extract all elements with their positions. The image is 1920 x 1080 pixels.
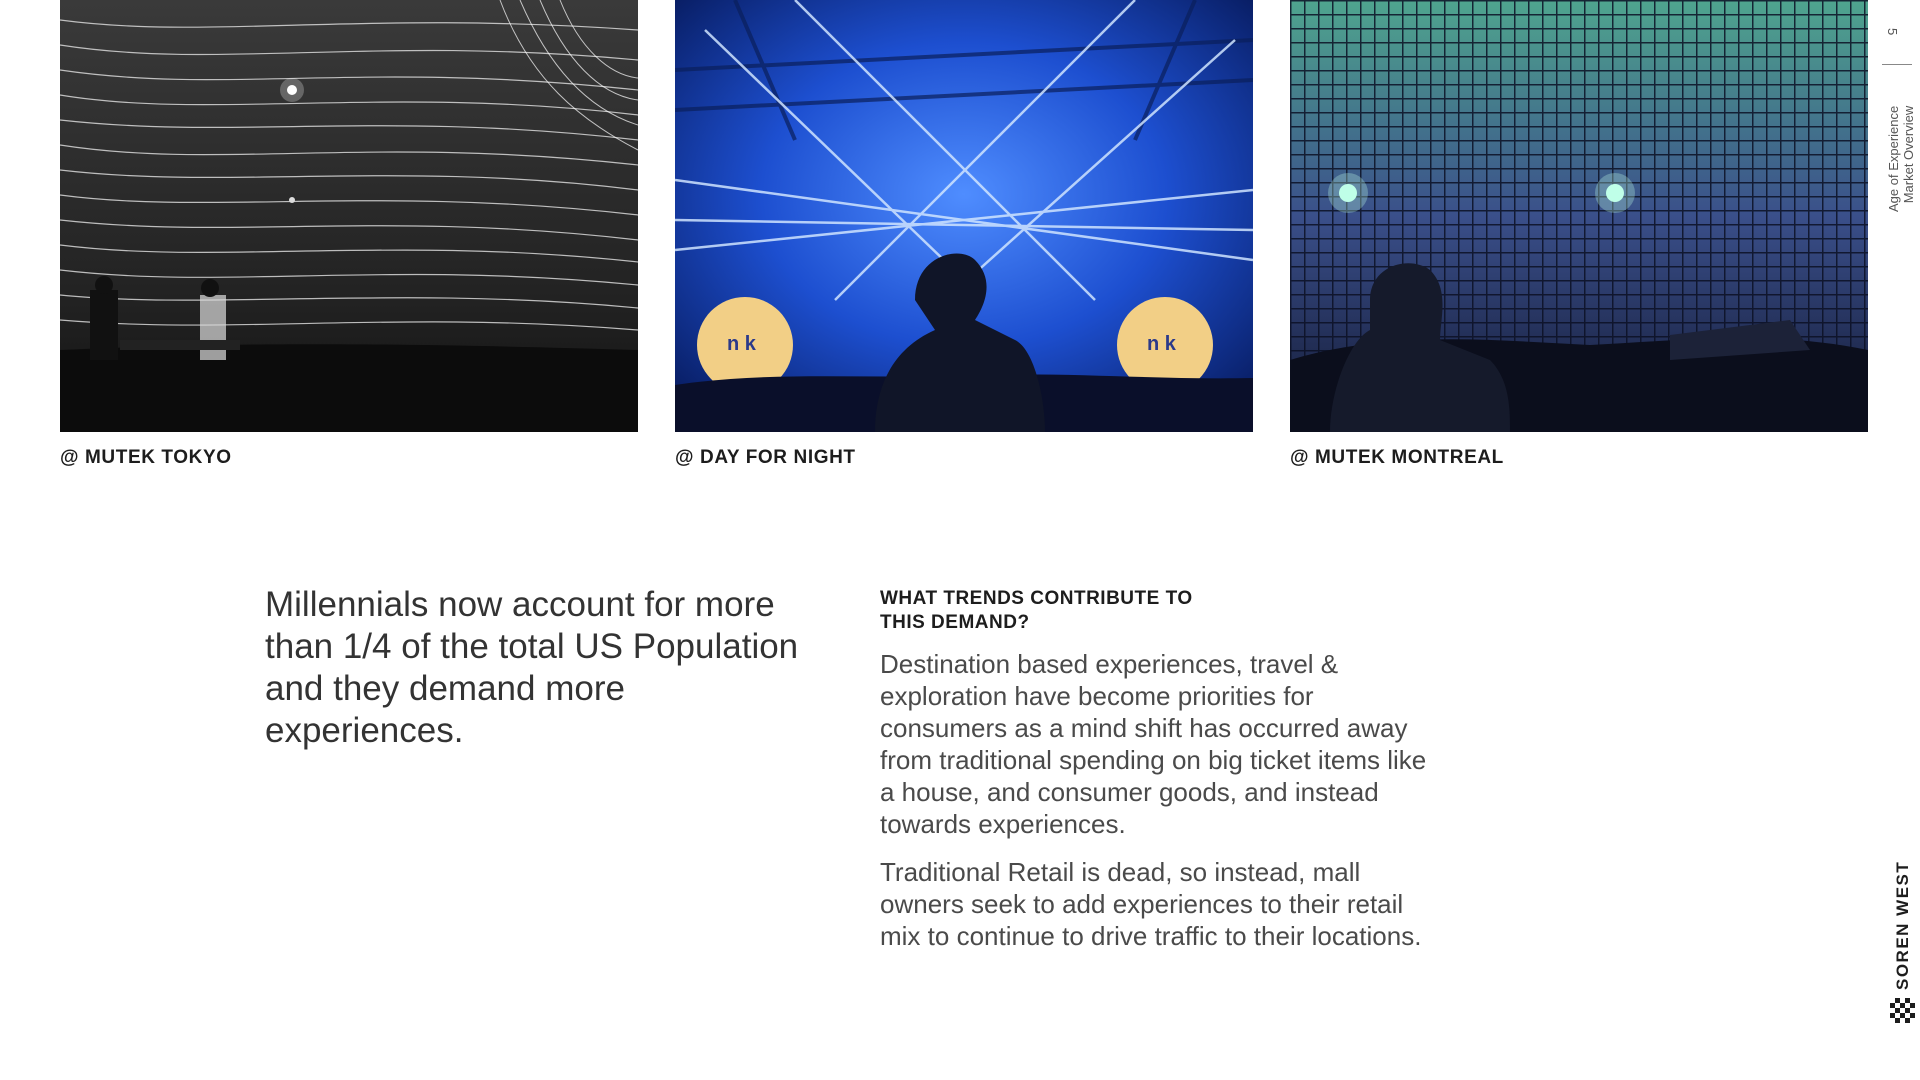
trends-paragraph-2: [880, 856, 1440, 952]
photo-mutek-tokyo: [60, 0, 638, 432]
brand-name: SOREN WEST: [1893, 860, 1912, 990]
document-title-line-1: Age of Experience: [1886, 105, 1901, 212]
trends-heading: [880, 587, 1280, 635]
lead-statement: Millennials now account for more than 1/4 of the total US Population and they demand more experiences.: [265, 585, 799, 750]
caption-mutek-montreal: @ MUTEK MONTREAL: [1290, 447, 1504, 468]
photo-mutek-montreal: [1290, 0, 1868, 432]
sign-letters-right: n k: [1147, 333, 1176, 355]
photo-day-for-night: [675, 0, 1253, 432]
document-title-line-2: Market Overview: [1901, 105, 1916, 204]
trends-paragraph-1: [880, 648, 1440, 840]
sign-letters-left: n k: [727, 333, 756, 355]
rail-divider: [1882, 64, 1912, 65]
checkered-mark-icon: [1890, 998, 1916, 1024]
page-number: 5: [1885, 28, 1900, 36]
trends-heading-line-1: WHAT TRENDS CONTRIBUTE TO: [880, 588, 1193, 609]
trends-heading-line-2: THIS DEMAND?: [880, 612, 1030, 633]
trends-paragraph-1-text: Destination based experiences, travel & exploration have become priorities for consumers as a mind shift has occurred away from traditional spending on big ticket items like a house, and consumer goods, and instead towards experiences.: [880, 649, 1427, 839]
document-title: [1886, 106, 1916, 212]
caption-day-for-night: @ DAY FOR NIGHT: [675, 447, 856, 468]
trends-paragraph-2-text: Traditional Retail is dead, so instead, mall owners seek to add experiences to their retail mix to continue to drive traffic to their locations.: [880, 857, 1422, 951]
caption-mutek-tokyo: @ MUTEK TOKYO: [60, 447, 232, 468]
